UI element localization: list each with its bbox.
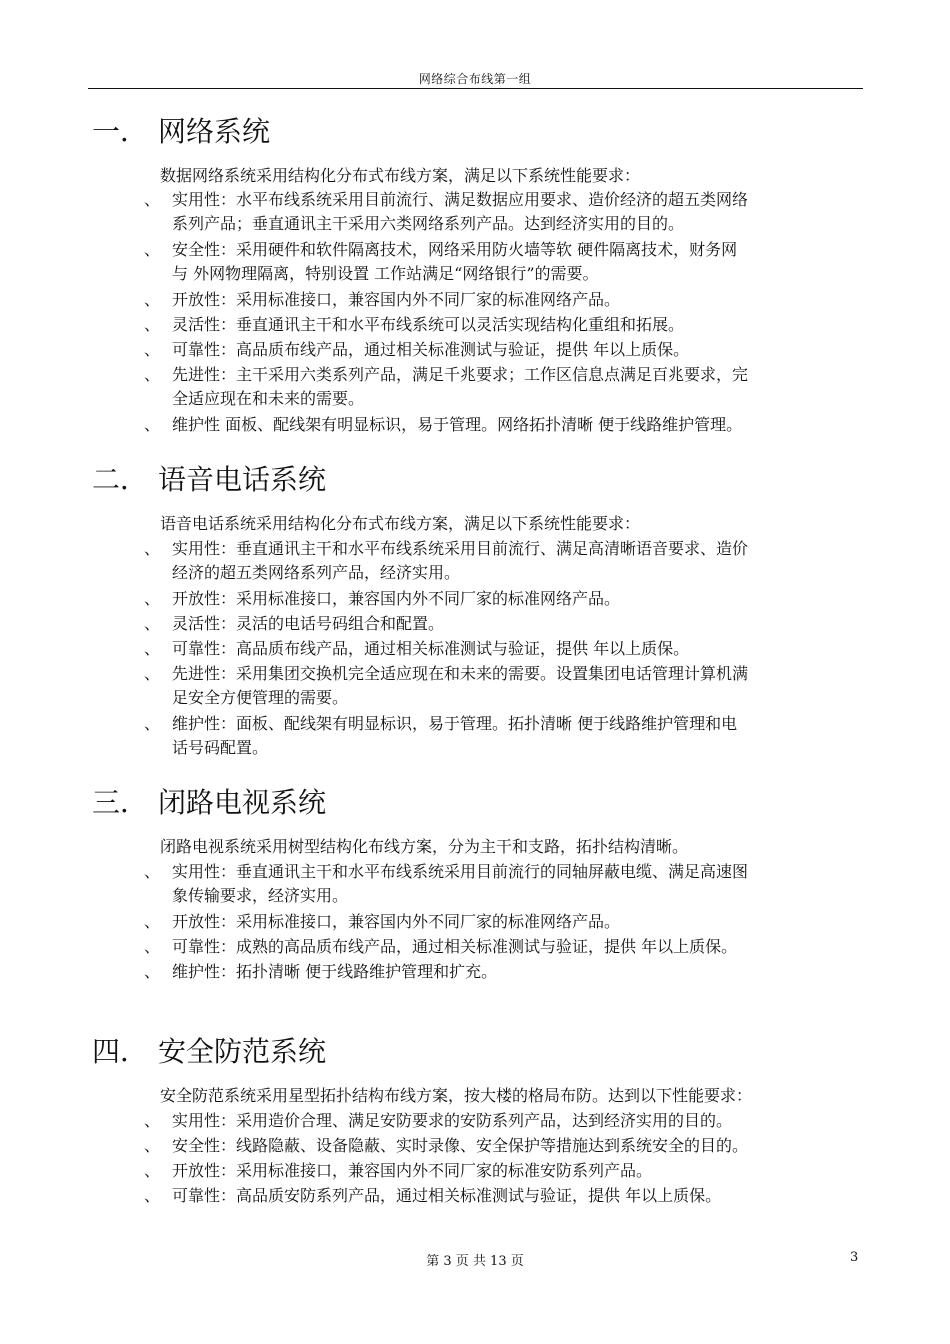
header-rule xyxy=(88,88,863,89)
item-line: 先进性：采用集团交换机完全适应现在和未来的需要。设置集团电话管理计算机满 xyxy=(172,664,749,683)
bullet-mark: 、 xyxy=(144,862,161,881)
bullet-mark: 、 xyxy=(144,315,161,334)
item-line: 经济的超五类网络系列产品，经济实用。 xyxy=(172,563,461,582)
item-line: 实用性：垂直通讯主干和水平布线系统采用目前流行的同轴屏蔽电缆、满足高速图 xyxy=(172,862,749,881)
list-item xyxy=(144,313,864,337)
item-line: 可靠性：高品质布线产品，通过相关标准测试与验证，提供 年以上质保。 xyxy=(172,340,690,359)
item-line: 维护性：拓扑清晰 便于线路维护管理和扩充。 xyxy=(172,962,498,981)
item-line: 灵活性：灵活的电话号码组合和配置。 xyxy=(172,614,445,633)
list-item xyxy=(144,612,864,636)
bullet-mark: 、 xyxy=(144,190,161,209)
footer-page-label: 第 3 页 共 13 页 xyxy=(426,1254,524,1269)
item-line: 系列产品；垂直通讯主干采用六类网络系列产品。达到经济实用的目的。 xyxy=(172,214,685,233)
list-item xyxy=(144,860,864,908)
item-line: 先进性：主干采用六类系列产品，满足千兆要求；工作区信息点满足百兆要求，完 xyxy=(172,365,749,384)
bullet-mark: 、 xyxy=(144,1111,161,1130)
bullet-mark: 、 xyxy=(144,912,161,931)
list-item xyxy=(144,960,864,984)
bullet-mark: 、 xyxy=(144,589,161,608)
bullet-mark: 、 xyxy=(144,714,161,733)
section-title: 网络系统 xyxy=(158,115,271,148)
item-line: 维护性：面板、配线架有明显标识，易于管理。拓扑清晰 便于线路维护管理和电 xyxy=(172,714,738,733)
list-item xyxy=(144,363,864,411)
item-line: 开放性：采用标准接口，兼容国内外不同厂家的标准网络产品。 xyxy=(172,912,621,931)
bullet-mark: 、 xyxy=(144,1136,161,1155)
list-item xyxy=(144,910,864,934)
section-heading xyxy=(92,462,326,498)
section-title: 安全防范系统 xyxy=(158,1035,327,1068)
item-line: 实用性：垂直通讯主干和水平布线系统采用目前流行、满足高清晰语音要求、造价 xyxy=(172,539,749,558)
item-line: 安全性：采用硬件和软件隔离技术，网络采用防火墙等软 硬件隔离技术，财务网 xyxy=(172,240,738,259)
item-line: 开放性：采用标准接口，兼容国内外不同厂家的标准安防系列产品。 xyxy=(172,1161,653,1180)
bullet-mark: 、 xyxy=(144,639,161,658)
item-line: 维护性 面板、配线架有明显标识，易于管理。网络拓扑清晰 便于线路维护管理。 xyxy=(172,415,743,434)
bullet-mark: 、 xyxy=(144,290,161,309)
list-item xyxy=(144,1159,864,1183)
list-item xyxy=(144,338,864,362)
bullet-mark: 、 xyxy=(144,415,161,434)
section-heading xyxy=(92,1034,326,1070)
list-item xyxy=(144,1109,864,1133)
bullet-mark: 、 xyxy=(144,962,161,981)
item-line: 灵活性：垂直通讯主干和水平布线系统可以灵活实现结构化重组和拓展。 xyxy=(172,315,685,334)
section-title: 语音电话系统 xyxy=(158,463,327,496)
bullet-mark: 、 xyxy=(144,340,161,359)
item-line: 可靠性：高品质布线产品，通过相关标准测试与验证，提供 年以上质保。 xyxy=(172,639,690,658)
list-item xyxy=(144,537,864,585)
section-intro: 数据网络系统采用结构化分布式布线方案，满足以下系统性能要求： xyxy=(160,166,641,185)
bullet-mark: 、 xyxy=(144,614,161,633)
item-line: 足安全方便管理的需要。 xyxy=(172,688,349,707)
list-item xyxy=(144,637,864,661)
bullet-mark: 、 xyxy=(144,365,161,384)
item-line: 话号码配置。 xyxy=(172,738,269,757)
footer-page-number: 3 xyxy=(850,1250,859,1265)
page-header-title: 网络综合布线第一组 xyxy=(418,72,532,86)
list-item xyxy=(144,1184,864,1208)
list-item xyxy=(144,188,864,236)
item-line: 开放性：采用标准接口，兼容国内外不同厂家的标准网络产品。 xyxy=(172,589,621,608)
section-title: 闭路电视系统 xyxy=(158,786,327,819)
section-intro: 安全防范系统采用星型拓扑结构布线方案，按大楼的格局布防。达到以下性能要求： xyxy=(160,1086,753,1105)
bullet-mark: 、 xyxy=(144,664,161,683)
section-number: 一． xyxy=(92,115,149,148)
item-line: 可靠性：高品质安防系列产品，通过相关标准测试与验证，提供 年以上质保。 xyxy=(172,1186,722,1205)
bullet-mark: 、 xyxy=(144,1161,161,1180)
item-line: 象传输要求，经济实用。 xyxy=(172,886,349,905)
section-heading xyxy=(92,785,326,821)
item-line: 实用性：采用造价合理、满足安防要求的安防系列产品，达到经济实用的目的。 xyxy=(172,1111,733,1130)
list-item xyxy=(144,587,864,611)
bullet-mark: 、 xyxy=(144,1186,161,1205)
bullet-mark: 、 xyxy=(144,937,161,956)
item-line: 实用性：水平布线系统采用目前流行、满足数据应用要求、造价经济的超五类网络 xyxy=(172,190,749,209)
item-line: 开放性：采用标准接口，兼容国内外不同厂家的标准网络产品。 xyxy=(172,290,621,309)
section-heading xyxy=(92,114,270,150)
section-number: 四． xyxy=(92,1035,149,1068)
list-item xyxy=(144,413,864,437)
item-line: 全适应现在和未来的需要。 xyxy=(172,389,365,408)
section-intro: 闭路电视系统采用树型结构化布线方案，分为主干和支路，拓扑结构清晰。 xyxy=(160,837,689,856)
list-item xyxy=(144,1134,864,1158)
section-number: 三． xyxy=(92,786,149,819)
item-line: 与 外网物理隔离，特别设置 工作站满足“网络银行”的需要。 xyxy=(172,264,599,283)
list-item xyxy=(144,238,864,286)
bullet-mark: 、 xyxy=(144,240,161,259)
item-line: 安全性：线路隐蔽、设备隐蔽、实时录像、安全保护等措施达到系统安全的目的。 xyxy=(172,1136,749,1155)
list-item xyxy=(144,288,864,312)
list-item xyxy=(144,935,864,959)
list-item xyxy=(144,662,864,710)
list-item xyxy=(144,712,864,760)
section-number: 二． xyxy=(92,463,149,496)
bullet-mark: 、 xyxy=(144,539,161,558)
item-line: 可靠性：成熟的高品质布线产品，通过相关标准测试与验证，提供 年以上质保。 xyxy=(172,937,738,956)
section-intro: 语音电话系统采用结构化分布式布线方案，满足以下系统性能要求： xyxy=(160,514,641,533)
